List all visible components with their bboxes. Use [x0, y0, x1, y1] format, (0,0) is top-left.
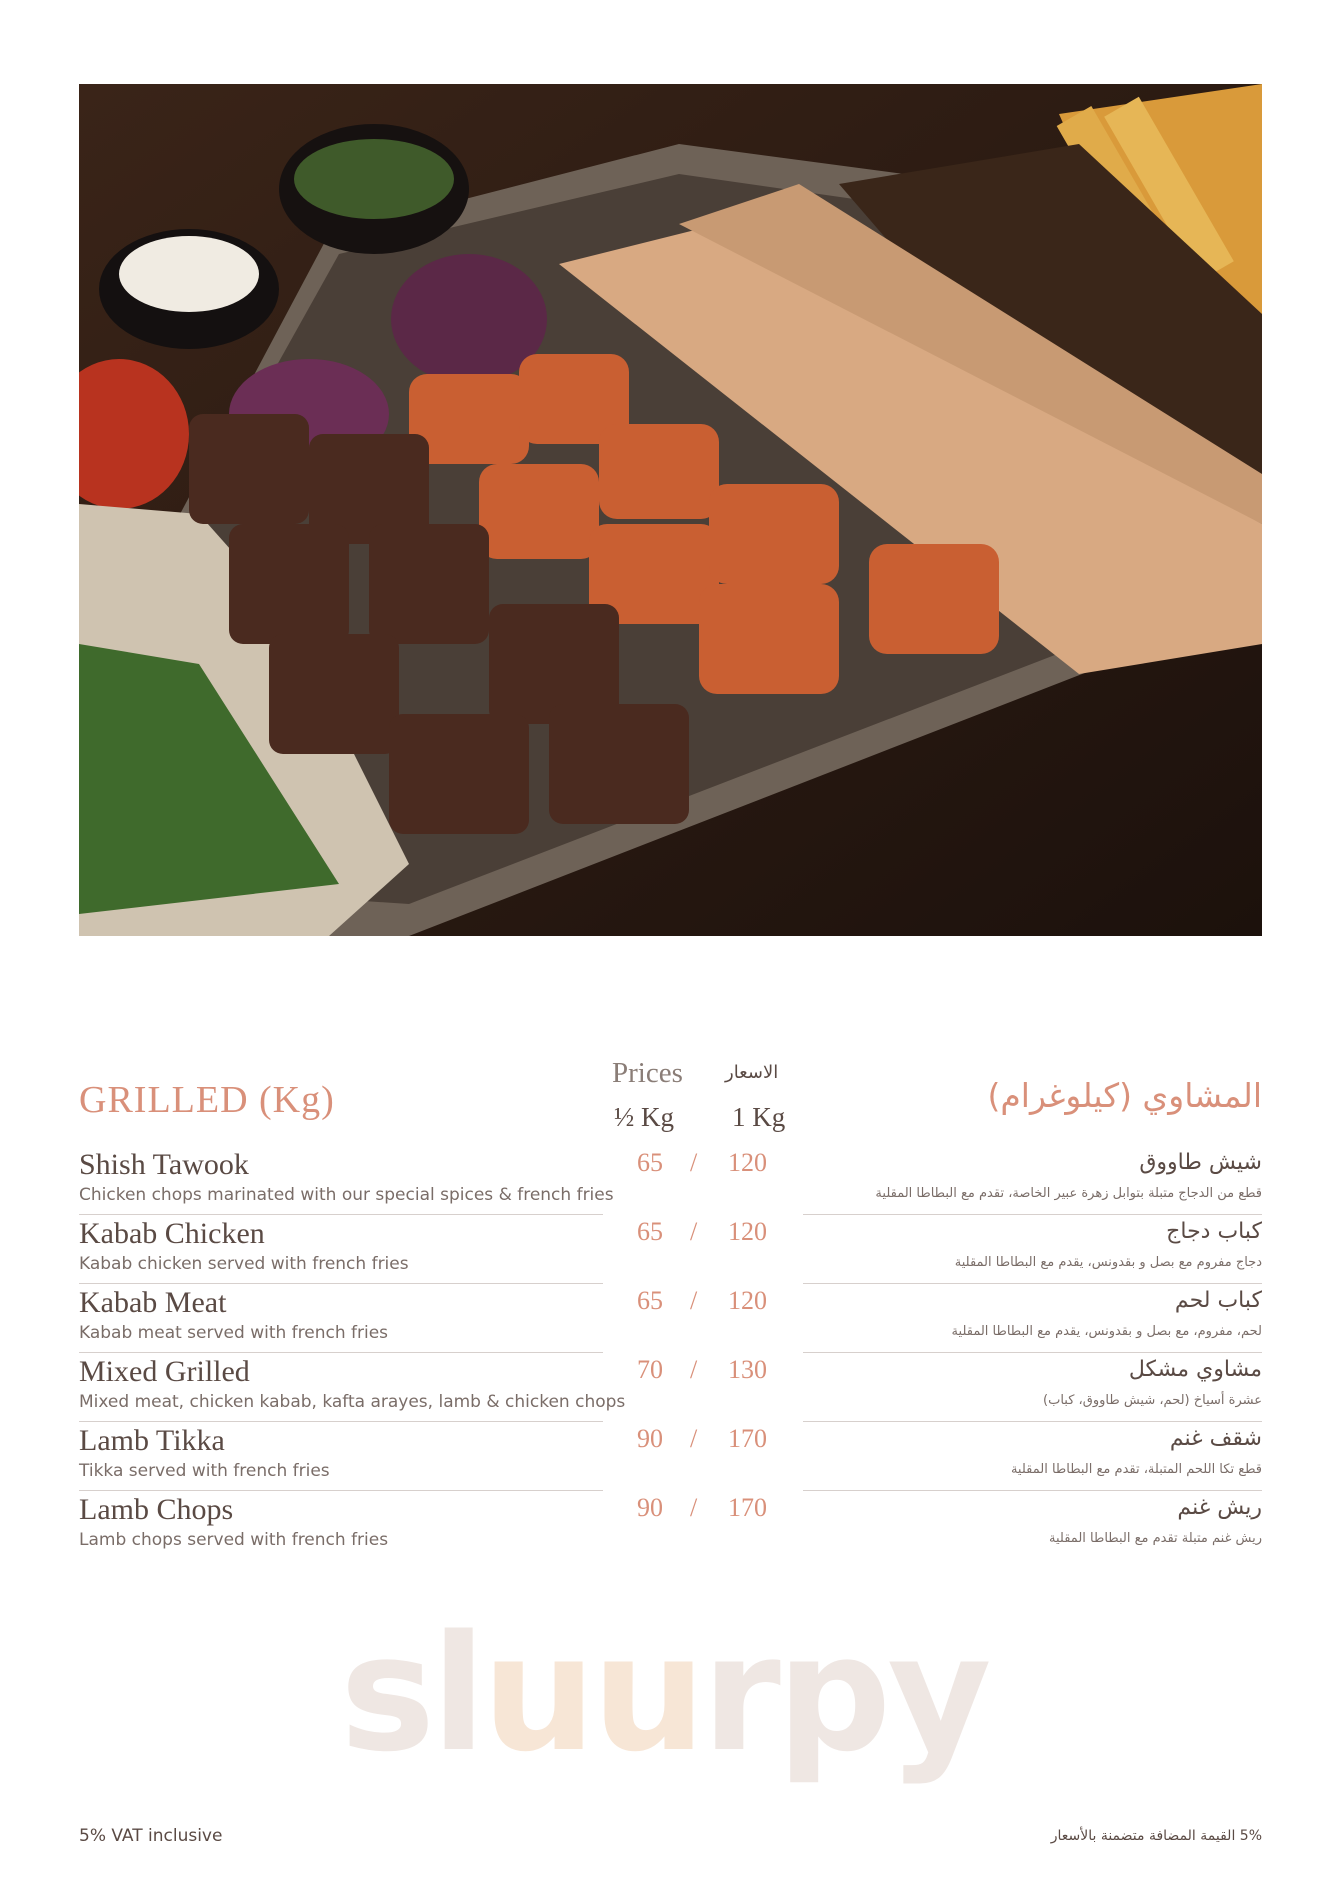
menu-item [0, 1286, 1339, 1356]
price-separator: / [690, 1355, 698, 1384]
price-one-kg: 170 [728, 1493, 767, 1522]
item-desc-ar: عشرة أسياخ (لحم، شيش طاووق، كباب) [1043, 1393, 1262, 1408]
divider [803, 1421, 1262, 1422]
grilled-platter-photo [79, 84, 1262, 936]
menu-item [0, 1148, 1339, 1218]
item-desc-en: Chicken chops marinated with our special spices & french fries [79, 1185, 614, 1205]
divider [803, 1490, 1262, 1491]
item-desc-en: Kabab chicken served with french fries [79, 1254, 409, 1274]
item-name-ar: كباب دجاج [1166, 1219, 1262, 1244]
vat-note-ar: 5% القيمة المضافة متضمنة بالأسعار [1050, 1828, 1262, 1844]
divider [803, 1352, 1262, 1353]
section-title-en: GRILLED (Kg) [79, 1079, 335, 1121]
divider [803, 1283, 1262, 1284]
divider [79, 1283, 603, 1284]
item-name-ar: مشاوي مشكل [1128, 1357, 1262, 1382]
price-one-kg: 170 [728, 1424, 767, 1453]
price-separator: / [690, 1217, 698, 1246]
item-desc-en: Tikka served with french fries [79, 1461, 330, 1481]
menu-item [0, 1355, 1339, 1425]
item-name-en: Mixed Grilled [79, 1355, 250, 1388]
item-name-en: Kabab Meat [79, 1286, 227, 1319]
unit-half-kg: ½ Kg [614, 1102, 674, 1132]
item-desc-ar: قطع من الدجاج متبلة بتوابل زهرة عبير الخاصة، تقدم مع البطاطا المقلية [875, 1186, 1262, 1201]
price-half-kg: 65 [637, 1217, 663, 1246]
divider [79, 1490, 603, 1491]
price-one-kg: 120 [728, 1217, 767, 1246]
price-half-kg: 90 [637, 1493, 663, 1522]
menu-item [0, 1217, 1339, 1287]
prices-label-ar: الاسعار [725, 1062, 779, 1083]
item-name-en: Lamb Tikka [79, 1424, 225, 1457]
vat-note-en: 5% VAT inclusive [79, 1826, 223, 1846]
divider [79, 1214, 603, 1215]
price-half-kg: 65 [637, 1286, 663, 1315]
price-half-kg: 90 [637, 1424, 663, 1453]
item-name-ar: ريش غنم [1177, 1495, 1262, 1520]
price-one-kg: 130 [728, 1355, 767, 1384]
item-desc-ar: ريش غنم متبلة تقدم مع البطاطا المقلية [1049, 1531, 1262, 1546]
item-name-ar: شيش طاووق [1139, 1150, 1262, 1175]
divider [803, 1214, 1262, 1215]
watermark-logo: sluurpy [340, 1600, 988, 1787]
price-one-kg: 120 [728, 1148, 767, 1177]
section-title-ar: المشاوي (كيلوغرام) [987, 1076, 1262, 1115]
item-name-en: Lamb Chops [79, 1493, 234, 1526]
divider [79, 1352, 603, 1353]
item-desc-en: Kabab meat served with french fries [79, 1323, 389, 1343]
item-name-en: Shish Tawook [79, 1148, 249, 1181]
price-separator: / [690, 1148, 698, 1177]
item-name-ar: شقف غنم [1169, 1426, 1262, 1451]
item-desc-ar: قطع تكا اللحم المتبلة، تقدم مع البطاطا المقلية [1010, 1462, 1262, 1477]
item-desc-en: Lamb chops served with french fries [79, 1530, 389, 1550]
menu-item [0, 1424, 1339, 1494]
price-separator: / [690, 1424, 698, 1453]
menu-item [0, 1493, 1339, 1563]
divider [79, 1421, 603, 1422]
price-separator: / [690, 1286, 698, 1315]
item-name-en: Kabab Chicken [79, 1217, 265, 1250]
price-one-kg: 120 [728, 1286, 767, 1315]
price-half-kg: 65 [637, 1148, 663, 1177]
unit-one-kg: 1 Kg [732, 1102, 786, 1132]
item-desc-ar: لحم، مفروم، مع بصل و بقدونس، يقدم مع البطاطا المقلية [951, 1324, 1262, 1339]
item-name-ar: كباب لحم [1174, 1288, 1262, 1313]
item-desc-en: Mixed meat, chicken kabab, kafta arayes, lamb & chicken chops [79, 1392, 626, 1412]
prices-label-en: Prices [612, 1057, 683, 1089]
price-separator: / [690, 1493, 698, 1522]
price-half-kg: 70 [637, 1355, 663, 1384]
item-desc-ar: دجاج مفروم مع بصل و بقدونس، يقدم مع البطاطا المقلية [954, 1255, 1262, 1270]
